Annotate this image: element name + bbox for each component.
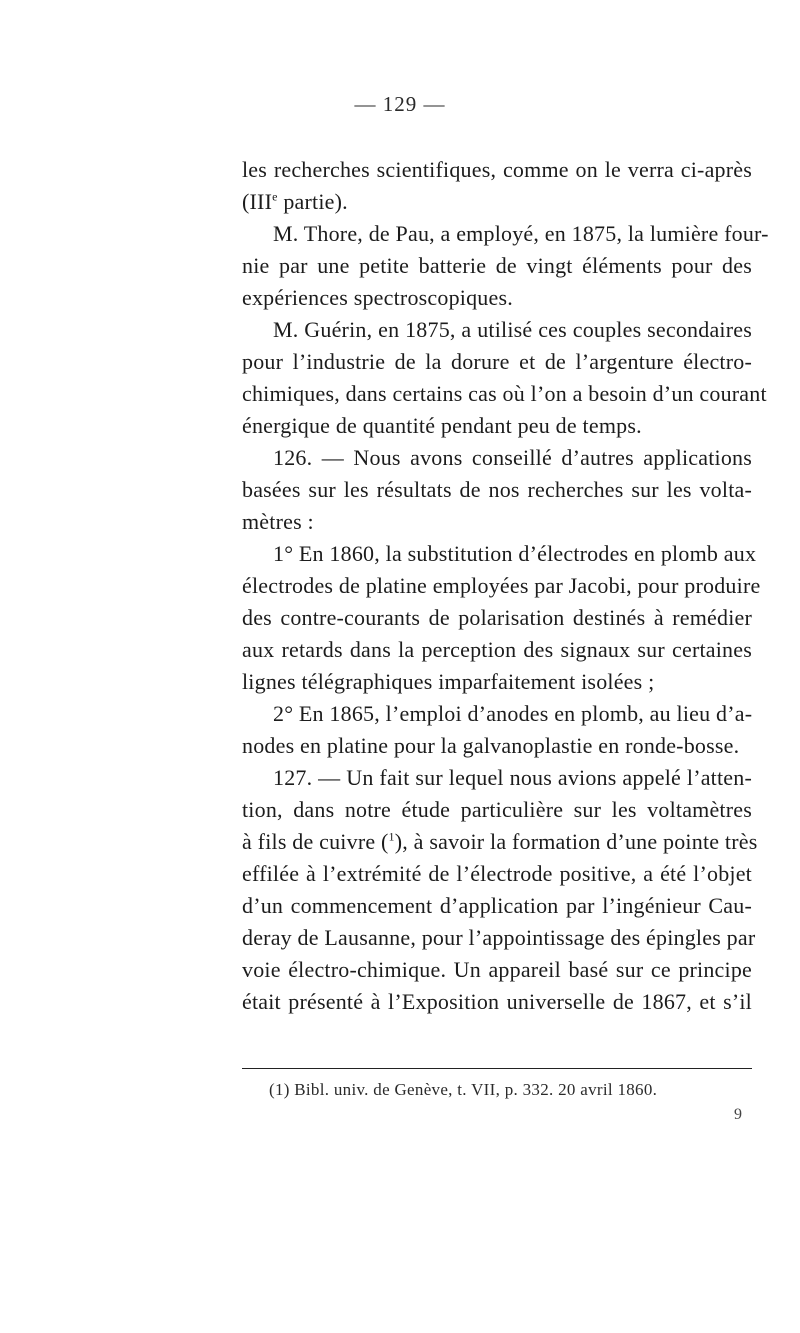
footnote-rule — [242, 1068, 752, 1069]
text-line: mètres : — [242, 509, 314, 534]
text-line: deray de Lausanne, pour l’appointissage des épingles par — [242, 925, 756, 950]
text-line: expériences spectroscopiques. — [242, 285, 513, 310]
text-line: 1° En 1860, la substitution d’électrodes en plomb aux — [273, 541, 757, 566]
superscript: e — [272, 189, 278, 204]
text-line: nie par une petite batterie de vingt éléments pour des — [242, 253, 752, 278]
text-line: M. Guérin, en 1875, a utilisé ces couples secondaires — [273, 317, 752, 342]
text-line: les recherches scientifiques, comme on le verra ci-après — [242, 157, 752, 182]
text-line: tion, dans notre étude particulière sur les voltamètres — [242, 797, 752, 822]
text-line: d’un commencement d’application par l’ingénieur Cau- — [242, 893, 752, 918]
text-line: lignes télégraphiques imparfaitement isolées ; — [242, 669, 655, 694]
text-line: chimiques, dans certains cas où l’on a besoin d’un courant — [242, 381, 767, 406]
text-line: était présenté à l’Exposition universelle de 1867, et s’il — [242, 989, 752, 1014]
text-line: nodes en platine pour la galvanoplastie en ronde-bosse. — [242, 733, 740, 758]
text-line: à fils de cuivre ($^1$), à savoir la formation d’une pointe très — [242, 829, 758, 854]
text-line: aux retards dans la perception des signaux sur certaines — [242, 637, 752, 662]
text-line: (IIIe partie). — [242, 189, 348, 214]
text-line: basées sur les résultats de nos recherches sur les volta- — [242, 477, 752, 502]
text-line: 127. — Un fait sur lequel nous avions appelé l’atten- — [273, 765, 752, 790]
signature-mark: 9 — [734, 1106, 742, 1123]
text-line: des contre-courants de polarisation destinés à remédier — [242, 605, 752, 630]
text-line: 126. — Nous avons conseillé d’autres applications — [273, 445, 752, 470]
text-line: effilée à l’extrémité de l’électrode positive, a été l’objet — [242, 861, 752, 886]
page-number: — 129 — — [354, 92, 446, 116]
text-line: 2° En 1865, l’emploi d’anodes en plomb, au lieu d’a- — [273, 701, 753, 726]
text-line: énergique de quantité pendant peu de temps. — [242, 413, 642, 438]
text-line: voie électro-chimique. Un appareil basé sur ce principe — [242, 957, 752, 982]
footnote: (1) Bibl. univ. de Genève, t. VII, p. 332. 20 avril 1860. — [269, 1080, 658, 1099]
text-line: électrodes de platine employées par Jacobi, pour produire — [242, 573, 761, 598]
text-line: pour l’industrie de la dorure et de l’argenture électro- — [242, 349, 752, 374]
footnote-ref: 1 — [388, 829, 395, 844]
text-line: M. Thore, de Pau, a employé, en 1875, la lumière four- — [273, 221, 769, 246]
